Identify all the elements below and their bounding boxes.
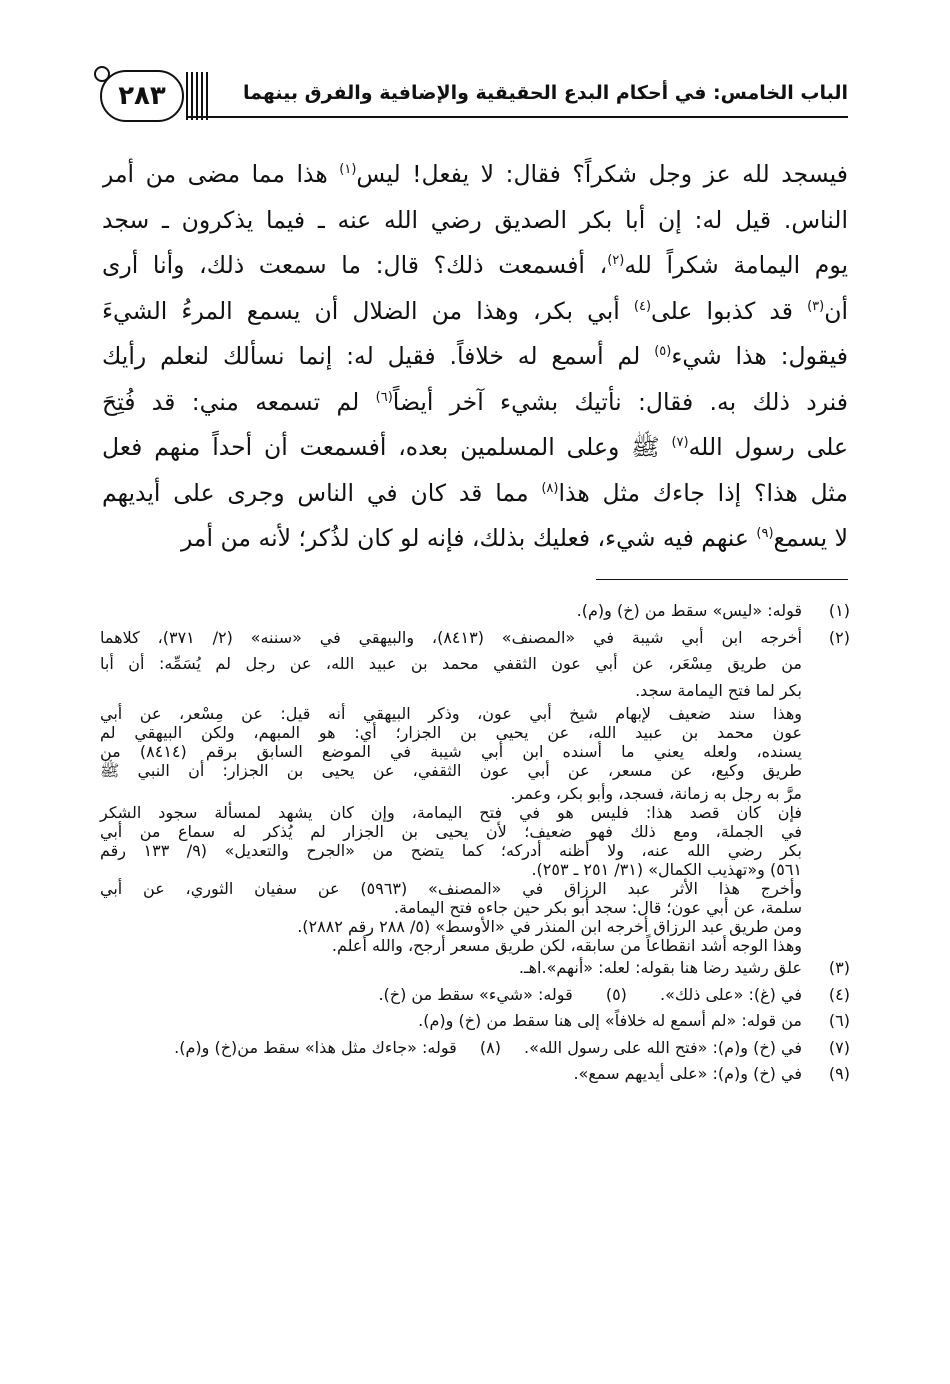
text-line-1 xyxy=(102,152,848,198)
footnote-line: عون محمد بن عبيد الله، عن يحيى بن الجزار؛ أي: هو المبهم، ولكن البيهقي لم xyxy=(100,723,802,742)
text-segment: مما قد كان في الناس وجرى على أيديهم xyxy=(102,478,542,507)
text-segment: هذا مما مضى من أمر xyxy=(102,160,340,188)
footnote-ref: (٢) xyxy=(607,253,625,269)
text-segment: لم تسمعه مني: قد فُتِحَ xyxy=(102,387,376,416)
text-segment: فنرد ذلك به. فقال: نأتيك بشيء آخر أيضاً xyxy=(392,387,848,416)
text-line-5 xyxy=(102,334,848,380)
footnote-text: في (خ) و(م): «فتح الله على رسول الله». xyxy=(524,1037,802,1057)
footnote-text: من قوله: «لم أسمع له خلافاً» إلى هنا سقط من (خ) و(م). xyxy=(418,1011,802,1030)
footnote-number: (٦) xyxy=(828,1011,850,1030)
footnote-ref: (٥) xyxy=(654,344,672,360)
footnote-ref: (٨) xyxy=(541,480,559,496)
text-line-4 xyxy=(102,289,848,335)
text-segment: ﷺ وعلى المسلمين بعده، أفسمعت أن أحداً منهم فعل xyxy=(102,433,672,461)
footnote-2-para-2 xyxy=(100,704,802,803)
text-segment: على رسول الله xyxy=(688,433,848,461)
footnotes xyxy=(100,598,850,1088)
footnote-2 xyxy=(100,625,850,705)
text-segment: أبي بكر، وهذا من الضلال أن يسمع المرءُ الشيءَ xyxy=(102,296,634,325)
footnote-line: بكر رضي الله عنه، ولا أظنه أدركه؛ كما يتضح من «الجرح والتعديل» (٩/ ١٣٣ رقم xyxy=(100,841,803,860)
main-text xyxy=(102,152,848,562)
text-segment: فيقول: هذا شيء xyxy=(671,342,848,370)
text-line-8 xyxy=(102,471,848,517)
text-segment: يوم اليمامة شكراً لله xyxy=(624,251,848,279)
footnote-line: في الجملة، ومع ذلك فهو ضعيف؛ لأن يحيى بن الجزار لم يُذكر له سماع من أبي xyxy=(100,822,802,841)
text-segment: مثل هذا؟ إذا جاءك مثل هذا xyxy=(558,478,848,507)
footnote-line: فإن كان قصد هذا: فليس هو في فتح اليمامة، وإن كان يشهد لمسألة سجود الشكر xyxy=(100,803,802,822)
text-segment: أن xyxy=(824,296,848,325)
header-rule xyxy=(186,116,848,118)
footnote-6 xyxy=(100,1008,850,1035)
page-header xyxy=(100,62,848,124)
text-segment: فيسجد لله عز وجل شكراً؟ فقال: لا يفعل! ليس xyxy=(356,160,848,188)
footnote-text: في (غ): «على ذلك». xyxy=(660,984,802,1004)
footnote-number: (٤) xyxy=(828,984,850,1004)
footnote-separator xyxy=(596,579,848,580)
footnote-line: ومن طريق عبد الرزاق أخرجه ابن المنذر في «الأوسط» (٥/ ٢٨٨ رقم ٢٨٨٢). xyxy=(297,917,802,936)
footnote-line: أخرجه ابن أبي شيبة في «المصنف» (٨٤١٣)، والبيهقي في «سننه» (٢/ ٣٧١)، كلاهما xyxy=(100,627,802,647)
footnote-2-para-3 xyxy=(100,803,802,879)
footnote-line: يسنده، ولعله يعني ما أسنده ابن أبي شيبة في الموضع السابق برقم (٨٤١٤) من xyxy=(100,742,802,761)
footnote-line: مرَّ به رجل به زمانة، فسجد، وأبو بكر، وعمر. xyxy=(510,784,802,803)
footnote-line: ٥٦١) و«تهذيب الكمال» (٣١/ ٢٥١ ـ ٢٥٣). xyxy=(531,860,802,879)
footnote-text: قوله: «ليس» سقط من (خ) و(م). xyxy=(576,601,802,620)
footnote-number: (١) xyxy=(828,601,850,620)
footnote-number: (٢) xyxy=(828,627,850,647)
footnote-4-5 xyxy=(100,982,850,1009)
footnote-ref: (٧) xyxy=(671,435,689,451)
text-segment: ، أفسمعت ذلك؟ قال: ما سمعت ذلك، وأنا أرى xyxy=(102,251,608,279)
footnote-2-para-5 xyxy=(100,917,802,955)
footnote-line: طريق وكيع، عن مسعر، عن أبي عون الثقفي، عن يحيى بن الجزار: أن النبي ﷺ xyxy=(100,761,802,780)
text-line-9 xyxy=(102,516,848,562)
footnote-line: وهذا سند ضعيف لإبهام شيخ أبي عون، وذكر البيهقي أنه قيل: عن مِسْعر، عن أبي xyxy=(100,704,802,723)
page-number-badge xyxy=(100,70,184,122)
footnote-number: (٣) xyxy=(828,958,850,977)
footnote-text: في (خ) و(م): «على أيديهم سمع». xyxy=(573,1064,802,1083)
footnote-1 xyxy=(100,598,850,625)
footnote-ref: (٦) xyxy=(375,389,393,405)
footnote-number: (٥) xyxy=(605,984,627,1004)
footnote-ref: (٩) xyxy=(756,526,774,542)
running-title: الباب الخامس: في أحكام البدع الحقيقية والإضافية والفرق بينهما xyxy=(243,82,848,104)
footnote-ref: (٤) xyxy=(633,298,652,314)
text-segment: الناس. قيل له: إن أبا بكر الصديق رضي الله عنه ـ فيما يذكرون ـ سجد xyxy=(102,205,848,234)
footnote-ref: (٣) xyxy=(807,298,825,314)
footnote-line: سلمة، عن أبي عون؛ قال: سجد أبو بكر حين جاءه فتح اليمامة. xyxy=(393,898,802,917)
footnote-text: علق رشيد رضا هنا بقوله: لعله: «أنهم».اهـ. xyxy=(518,958,802,977)
text-line-6 xyxy=(102,380,848,426)
text-segment: قد كذبوا على xyxy=(651,296,808,325)
text-line-2 xyxy=(102,198,848,244)
footnote-7-8 xyxy=(100,1035,850,1062)
footnote-number: (٩) xyxy=(828,1064,850,1083)
footnote-3 xyxy=(100,955,850,982)
footnote-line: وأخرج هذا الأثر عبد الرزاق في «المصنف» (٥٩٦٣) عن سفيان الثوري، عن أبي xyxy=(100,879,803,898)
footnote-9 xyxy=(100,1061,850,1088)
footnote-line: وهذا الوجه أشد انقطاعاً من سابقه، لكن طريق مسعر أرجح، والله أعلم. xyxy=(331,936,802,955)
footnote-text: قوله: «جاءك مثل هذا» سقط من(خ) و(م). xyxy=(174,1037,457,1057)
text-line-7 xyxy=(102,425,848,471)
footnote-number: (٨) xyxy=(479,1037,501,1057)
text-segment: لم أسمع له خلافاً. فقيل له: إنما نسألك لنعلم رأيك xyxy=(102,342,655,370)
footnote-number: (٧) xyxy=(828,1037,850,1057)
page-number: ٢٨٣ xyxy=(118,81,166,111)
ornament-stripes-icon xyxy=(186,72,208,120)
footnote-line: من طريق مِسْعَر، عن أبي عون الثقفي محمد بن عبيد الله، عن رجل لم يُسَمِّه: أن أبا xyxy=(100,654,802,673)
footnote-ref: (١) xyxy=(339,162,357,178)
footnote-2-para-4 xyxy=(100,879,802,917)
text-segment: لا يسمع xyxy=(773,524,848,552)
text-line-3 xyxy=(102,243,848,289)
text-segment: عنهم فيه شيء، فعليك بذلك، فإنه لو كان لذُكر؛ لأنه من أمر xyxy=(180,524,757,552)
footnote-text: قوله: «شيء» سقط من (خ). xyxy=(378,984,573,1004)
footnote-line: بكر لما فتح اليمامة سجد. xyxy=(635,680,802,700)
